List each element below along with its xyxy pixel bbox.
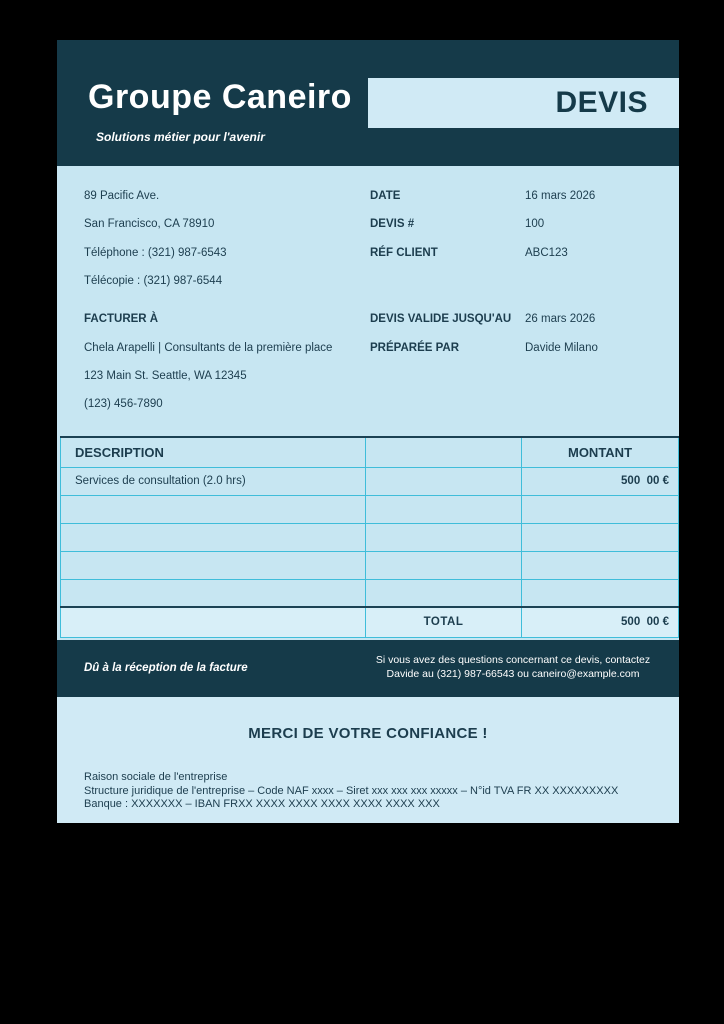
montant-column-header: MONTANT	[522, 437, 679, 467]
legal-footer	[84, 771, 618, 812]
document-type-banner: DEVIS	[368, 78, 679, 128]
devis-number-value: 100	[525, 218, 545, 230]
total-value: 500 00 €	[522, 607, 679, 637]
valid-until-value: 26 mars 2026	[525, 313, 596, 325]
empty-cell	[61, 523, 366, 551]
line-items-table	[60, 436, 679, 638]
company-phone: Téléphone : (321) 987-6543	[84, 247, 227, 259]
item-description: Services de consultation (2.0 hrs)	[61, 467, 366, 495]
empty-cell	[366, 523, 522, 551]
contact-note-line1: Si vous avez des questions concernant ce devis, contactez	[375, 654, 651, 666]
ref-client-label: RÉF CLIENT	[370, 247, 438, 259]
total-empty-cell	[61, 607, 366, 637]
payment-terms-band	[57, 640, 679, 697]
bill-to-line3: (123) 456-7890	[84, 398, 163, 410]
company-tagline: Solutions métier pour l'avenir	[96, 130, 265, 144]
prepared-by-value: Davide Milano	[525, 342, 598, 354]
empty-cell	[522, 495, 679, 523]
item-montant: 500 00 €	[522, 467, 679, 495]
empty-cell	[366, 551, 522, 579]
table-row-empty	[61, 551, 679, 579]
date-value: 16 mars 2026	[525, 190, 596, 202]
thank-you-message: MERCI DE VOTRE CONFIANCE !	[248, 725, 488, 742]
date-label: DATE	[370, 190, 401, 202]
legal-line2: Structure juridique de l'entreprise – Code NAF xxxx – Siret xxx xxx xxx xxxxx – N°id TVA FR XX XXXXXXXXX	[84, 784, 619, 797]
table-header-row	[61, 437, 679, 467]
total-label: TOTAL	[366, 607, 522, 637]
contact-note	[352, 653, 674, 681]
payment-terms: Dû à la réception de la facture	[84, 662, 248, 674]
closing-section	[57, 697, 679, 823]
empty-cell	[61, 579, 366, 607]
empty-cell	[522, 579, 679, 607]
empty-cell	[522, 523, 679, 551]
empty-cell	[61, 495, 366, 523]
company-address-line1: 89 Pacific Ave.	[84, 190, 160, 202]
company-address-line2: San Francisco, CA 78910	[84, 218, 215, 230]
table-row-empty	[61, 495, 679, 523]
ref-client-value: ABC123	[525, 247, 568, 259]
table-row	[61, 467, 679, 495]
company-name: Groupe Caneiro	[88, 78, 352, 116]
empty-cell	[366, 495, 522, 523]
empty-cell	[61, 551, 366, 579]
document-header	[57, 40, 679, 166]
bill-to-line2: 123 Main St. Seattle, WA 12345	[84, 370, 247, 382]
description-column-header: DESCRIPTION	[61, 437, 366, 467]
company-fax: Télécopie : (321) 987-6544	[84, 275, 223, 287]
bill-to-line1: Chela Arapelli | Consultants de la première place	[84, 342, 333, 354]
middle-column-header	[366, 437, 522, 467]
table-row-empty	[61, 579, 679, 607]
bill-to-label: FACTURER À	[84, 313, 159, 325]
devis-document	[57, 40, 679, 823]
empty-cell	[522, 551, 679, 579]
legal-line1: Raison sociale de l'entreprise	[84, 771, 228, 783]
item-middle-cell	[366, 467, 522, 495]
contact-note-line2: Davide au (321) 987-66543 ou caneiro@example.com	[386, 668, 640, 680]
prepared-by-label: PRÉPARÉE PAR	[370, 342, 460, 354]
empty-cell	[366, 579, 522, 607]
legal-line3: Banque : XXXXXXX – IBAN FRXX XXXX XXXX XXXX XXXX XXXX XXX	[84, 798, 440, 810]
valid-until-label: DEVIS VALIDE JUSQU'AU	[370, 313, 512, 325]
table-row-empty	[61, 523, 679, 551]
total-row	[61, 607, 679, 637]
devis-number-label: DEVIS #	[370, 218, 415, 230]
